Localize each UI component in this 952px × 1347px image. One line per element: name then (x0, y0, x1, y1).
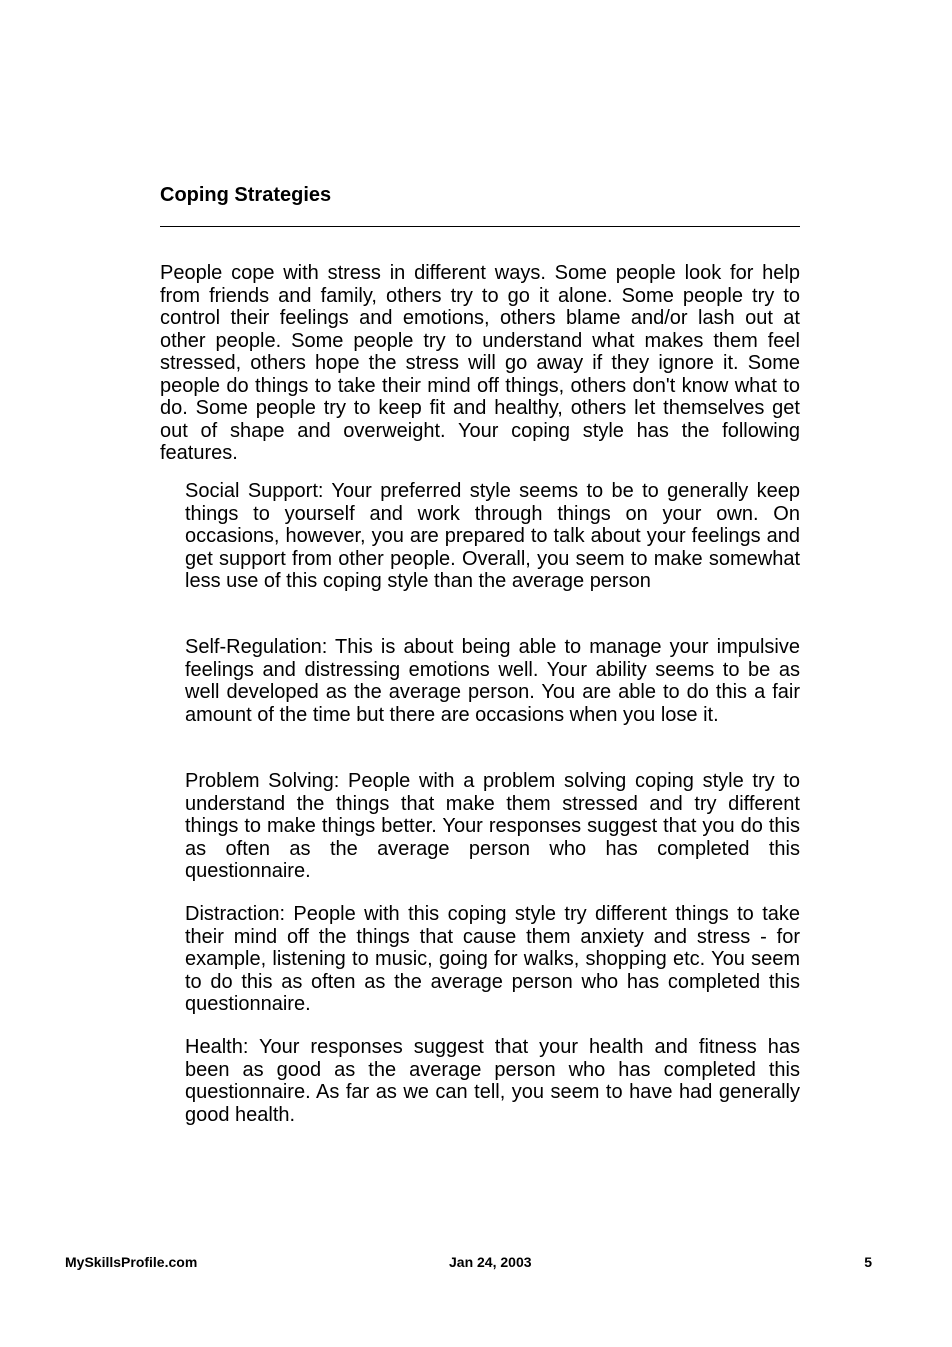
heading-divider (160, 226, 800, 227)
footer-page-number: 5 (864, 1254, 872, 1270)
footer-date: Jan 24, 2003 (449, 1254, 532, 1270)
feature-problem-solving: Problem Solving: People with a problem solving coping style try to understand the things that make them stressed and try different things to make things better. Your responses suggest that you do this as often as the average person who has completed this questionnaire. (185, 770, 800, 882)
feature-self-regulation: Self-Regulation: This is about being able to manage your impulsive feelings and distressing emotions well. Your ability seems to be as well developed as the average person. You are able to do this a fair amount of the time but there are occasions when you lose it. (185, 636, 800, 726)
footer-site: MySkillsProfile.com (65, 1254, 198, 1270)
section-heading: Coping Strategies (160, 184, 332, 206)
feature-distraction: Distraction: People with this coping style try different things to take their mind off the things that cause them anxiety and stress - for example, listening to music, going for walks, shopping etc. You seem to do this as often as the average person who has completed this questionnaire. (185, 903, 800, 1015)
feature-health: Health: Your responses suggest that your health and fitness has been as good as the average person who has completed this questionnaire. As far as we can tell, you seem to have had generally good health. (185, 1036, 800, 1126)
intro-paragraph: People cope with stress in different ways. Some people look for help from friends and family, others try to go it alone. Some people try to control their feelings and emotions, others blame and/or lash out at other people. Some people try to understand what makes them feel stressed, others hope the stress will go away if they ignore it. Some people do things to take their mind off things, others don't know what to do. Some people try to keep fit and healthy, others let themselves get out of shape and overweight. Your coping style has the following features. (160, 262, 800, 464)
feature-social-support: Social Support: Your preferred style seems to be to generally keep things to yourself and work through things on your own. On occasions, however, you are prepared to talk about your feelings and get support from other people. Overall, you seem to make somewhat less use of this coping style than the average person (185, 480, 800, 592)
